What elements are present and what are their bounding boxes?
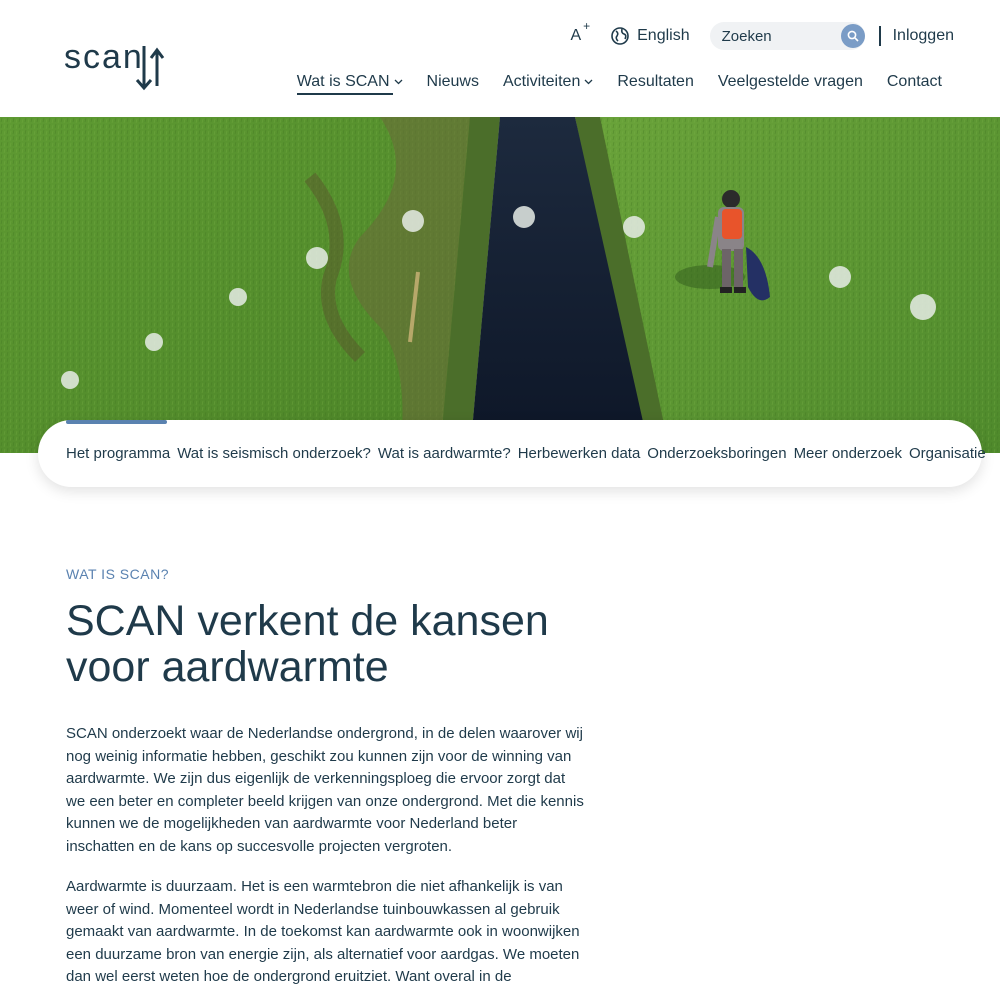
main-nav	[273, 73, 942, 91]
tab-het-programma[interactable]: Het programma	[66, 445, 171, 462]
nav-item-activiteiten[interactable]	[503, 73, 593, 91]
nav-item-label: Contact	[886, 73, 942, 90]
font-size-toggle[interactable]	[570, 19, 591, 45]
page-title: SCAN verkent de kansen voor aardwarmte	[66, 597, 549, 691]
tab-wat-is-aardwarmte[interactable]: Wat is aardwarmte?	[377, 445, 511, 462]
nav-item-label: Nieuws	[426, 73, 479, 90]
svg-text:scan: scan	[64, 38, 144, 76]
search-input[interactable]	[710, 22, 830, 50]
nav-item-contact[interactable]	[887, 73, 942, 91]
language-label: English	[637, 27, 690, 44]
tab-herbewerken-data[interactable]: Herbewerken data	[517, 445, 641, 462]
hero-image	[0, 117, 1000, 453]
body-paragraph: Aardwarmte is duurzaam. Het is een warmtebron die niet afhankelijk is van weer of wind. Momenteel wordt in Nederlandse tuinbouwkassen al gebruik gemaakt van aardwarmte. In de toekomst kan aardwarmte ook in woonwijken een duurzame bron van energie zijn, als alternatief voor aardgas. We moeten dan wel eerst weten hoe de ondergrond eruitziet. Want overal in de	[66, 878, 580, 985]
login-link[interactable]: Inloggen	[892, 27, 954, 44]
font-size-label: A	[570, 27, 582, 44]
active-tab-indicator	[66, 420, 167, 424]
search-button[interactable]	[841, 24, 865, 48]
main-content	[66, 566, 586, 1000]
nav-item-label: Wat is SCAN	[296, 73, 390, 90]
nav-item-label: Activiteiten	[502, 73, 581, 90]
search-box	[710, 22, 865, 50]
chevron-down-icon	[584, 79, 593, 85]
tab-meer-onderzoek[interactable]: Meer onderzoek	[793, 445, 902, 462]
chevron-down-icon	[394, 79, 403, 85]
tab-organisatie[interactable]: Organisatie	[908, 445, 986, 462]
nav-item-label: Resultaten	[617, 73, 694, 90]
utility-divider	[879, 26, 881, 46]
scan-logo[interactable]	[64, 38, 168, 92]
search-icon	[847, 30, 859, 42]
nav-item-veelgestelde-vragen[interactable]	[718, 73, 863, 91]
font-size-plus: +	[583, 19, 591, 33]
tab-onderzoeksboringen[interactable]: Onderzoeksboringen	[647, 445, 787, 462]
site-header	[0, 0, 1000, 117]
hero-illustration	[0, 117, 1000, 453]
utility-bar	[570, 19, 954, 50]
section-subnav	[38, 420, 986, 487]
nav-item-label: Veelgestelde vragen	[717, 73, 863, 90]
nav-item-wat-is-scan[interactable]	[297, 73, 403, 91]
nav-item-nieuws[interactable]	[427, 73, 479, 91]
section-eyebrow: WAT IS SCAN?	[66, 566, 169, 582]
intro-paragraph: SCAN onderzoekt waar de Nederlandse ondergrond, in de delen waarover wij nog weinig informatie hebben, geschikt zou kunnen zijn voor de winning van aardwarmte. We zijn dus eigenlijk de verkenningsploeg die ervoor zorgt dat we een beter en completer beeld krijgen van onze ondergrond. Met die kennis kunnen we de mogelijkheden van aardwarmte voor Nederland beter inschatten en de kans op succesvolle projecten vergroten.	[66, 725, 584, 855]
language-switch[interactable]	[611, 27, 689, 45]
tab-wat-is-seismisch-onderzoek[interactable]: Wat is seismisch onderzoek?	[177, 445, 371, 462]
globe-icon	[611, 27, 629, 45]
nav-item-resultaten[interactable]	[617, 73, 694, 91]
